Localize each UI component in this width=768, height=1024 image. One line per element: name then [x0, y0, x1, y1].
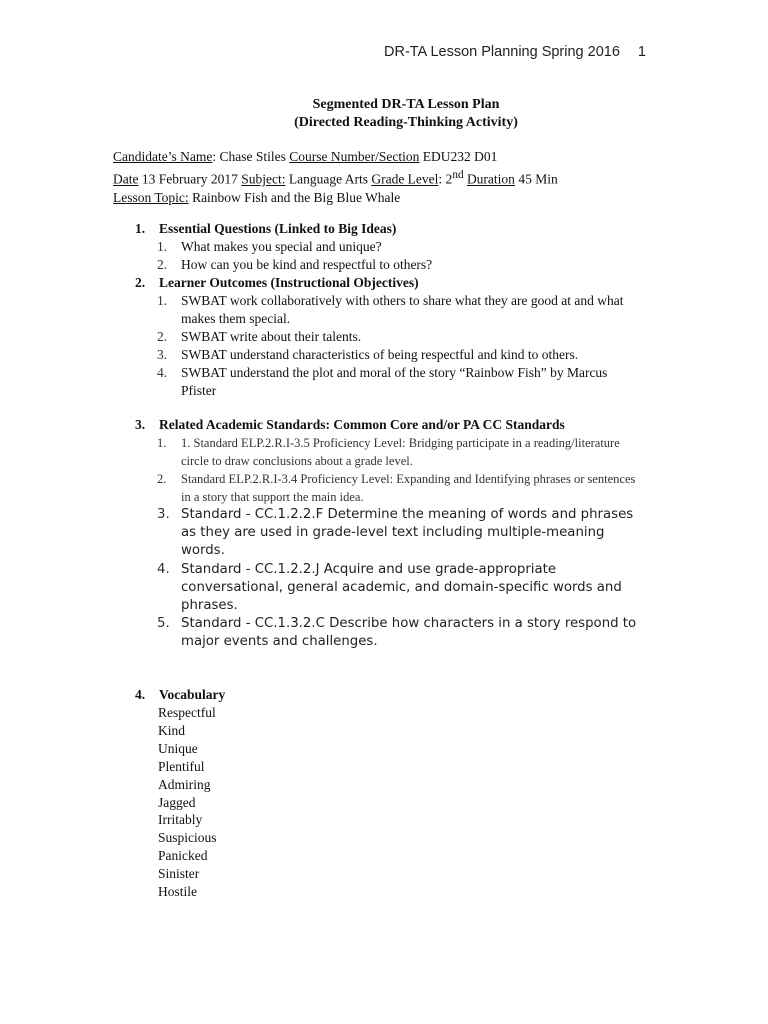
topic-label: Lesson Topic: — [113, 189, 189, 205]
section-heading — [135, 274, 645, 292]
section-number: 3. — [135, 417, 146, 432]
vocab-word: Jagged — [158, 794, 196, 810]
vocab-word: Irritably — [158, 812, 203, 828]
title-line-1: Segmented DR-TA Lesson Plan — [312, 97, 500, 112]
vocab-word: Suspicious — [158, 830, 217, 846]
item-text: Standard - CC.1.2.2.F Determine the meaning of words and phrases as they are used in grade-level text including multiple-meaning words. — [181, 507, 634, 559]
section-title: Related Academic Standards: Common Core and/or PA CC Standards — [159, 417, 565, 432]
duration-value: 45 Min — [514, 171, 558, 187]
document-title — [0, 96, 768, 132]
list-item — [157, 506, 645, 561]
list-item — [157, 256, 475, 274]
subject-value: Language Arts — [285, 171, 372, 187]
item-number: 1. — [157, 436, 167, 450]
vocab-word: Admiring — [158, 776, 211, 792]
vocab-word: Plentiful — [158, 758, 205, 774]
running-header — [384, 44, 646, 60]
list-item — [157, 238, 475, 256]
item-text: Standard ELP.2.R.I-3.4 Proficiency Level: Expanding and Identifying phrases or sentences in a story that support the main idea. — [181, 472, 636, 504]
section-essential-questions — [135, 220, 475, 274]
item-number: 3. — [157, 347, 168, 362]
list-item — [157, 364, 645, 400]
vocab-word: Panicked — [158, 848, 208, 864]
lesson-info — [113, 148, 558, 207]
section-title: Vocabulary — [159, 687, 226, 702]
section-title: Learner Outcomes (Instructional Objectives) — [159, 275, 419, 290]
date-label: Date — [113, 171, 139, 187]
grade-superscript: nd — [452, 169, 464, 181]
vocab-word: Respectful — [158, 705, 216, 720]
section-number: 4. — [135, 687, 146, 702]
item-text: SWBAT write about their talents. — [181, 329, 362, 344]
sub-list — [135, 434, 645, 652]
list-item — [157, 561, 645, 616]
section-heading — [135, 220, 475, 238]
item-text: 1. Standard ELP.2.R.I-3.5 Proficiency Level: Bridging participate in a reading/literature circle to draw conclusions about a grade level. — [181, 436, 620, 468]
section-learner-outcomes — [135, 274, 645, 400]
section-vocabulary — [135, 686, 435, 901]
candidate-value: : Chase Stiles — [212, 149, 290, 164]
running-title: DR-TA Lesson Planning Spring 2016 — [384, 44, 620, 60]
item-number: 2. — [157, 472, 167, 486]
vocab-word: Unique — [158, 740, 198, 756]
date-value: 13 February 2017 — [138, 171, 242, 187]
item-number: 1. — [157, 239, 168, 254]
vocab-word: Kind — [158, 722, 185, 738]
sub-list — [135, 238, 475, 274]
course-value: EDU232 D01 — [419, 149, 498, 164]
item-text: Standard - CC.1.2.2.J Acquire and use grade-appropriate conversational, general academic, and domain-specific words and phrases. — [181, 561, 622, 614]
section-heading — [135, 686, 435, 704]
subject-label: Subject: — [241, 171, 286, 187]
item-text: Standard - CC.1.3.2.C Describe how characters in a story respond to major events and challenges. — [181, 616, 637, 650]
candidate-label: Candidate’s Name — [113, 149, 213, 164]
item-number: 5. — [157, 616, 170, 632]
section-heading — [135, 416, 645, 434]
list-item — [157, 434, 645, 470]
info-line-3 — [113, 189, 558, 207]
page-number: 1 — [637, 44, 646, 60]
section-academic-standards — [135, 416, 645, 652]
item-number: 4. — [157, 365, 168, 380]
item-number: 3. — [157, 507, 170, 522]
item-number: 1. — [157, 293, 168, 308]
grade-value: : 2 — [438, 171, 453, 187]
section-title: Essential Questions (Linked to Big Ideas) — [159, 221, 397, 236]
list-item — [157, 470, 645, 506]
list-item — [157, 328, 645, 346]
vocab-word: Hostile — [158, 884, 197, 900]
item-number: 2. — [157, 329, 168, 344]
sub-list — [135, 292, 645, 400]
item-number: 4. — [157, 561, 170, 577]
topic-value: Rainbow Fish and the Big Blue Whale — [188, 189, 401, 205]
section-number: 1. — [135, 221, 146, 236]
list-item — [157, 346, 645, 364]
item-text: How can you be kind and respectful to others? — [181, 257, 433, 272]
grade-label: Grade Level — [371, 171, 439, 187]
course-label: Course Number/Section — [289, 149, 420, 164]
list-item — [157, 615, 645, 651]
item-text: SWBAT understand characteristics of being respectful and kind to others. — [181, 347, 579, 362]
title-line-2: (Directed Reading-Thinking Activity) — [294, 115, 518, 130]
item-text: SWBAT work collaboratively with others to share what they are good at and what makes them special. — [181, 293, 624, 326]
item-number: 2. — [157, 257, 168, 272]
duration-label: Duration — [466, 171, 515, 187]
info-line-2 — [113, 166, 558, 189]
section-number: 2. — [135, 275, 146, 290]
vocabulary-list — [158, 704, 435, 901]
vocab-word: Sinister — [158, 866, 200, 882]
item-text: SWBAT understand the plot and moral of the story “Rainbow Fish” by Marcus Pfister — [181, 365, 608, 398]
item-text: What makes you special and unique? — [181, 239, 382, 254]
list-item — [157, 292, 645, 328]
info-line-1 — [113, 148, 558, 166]
